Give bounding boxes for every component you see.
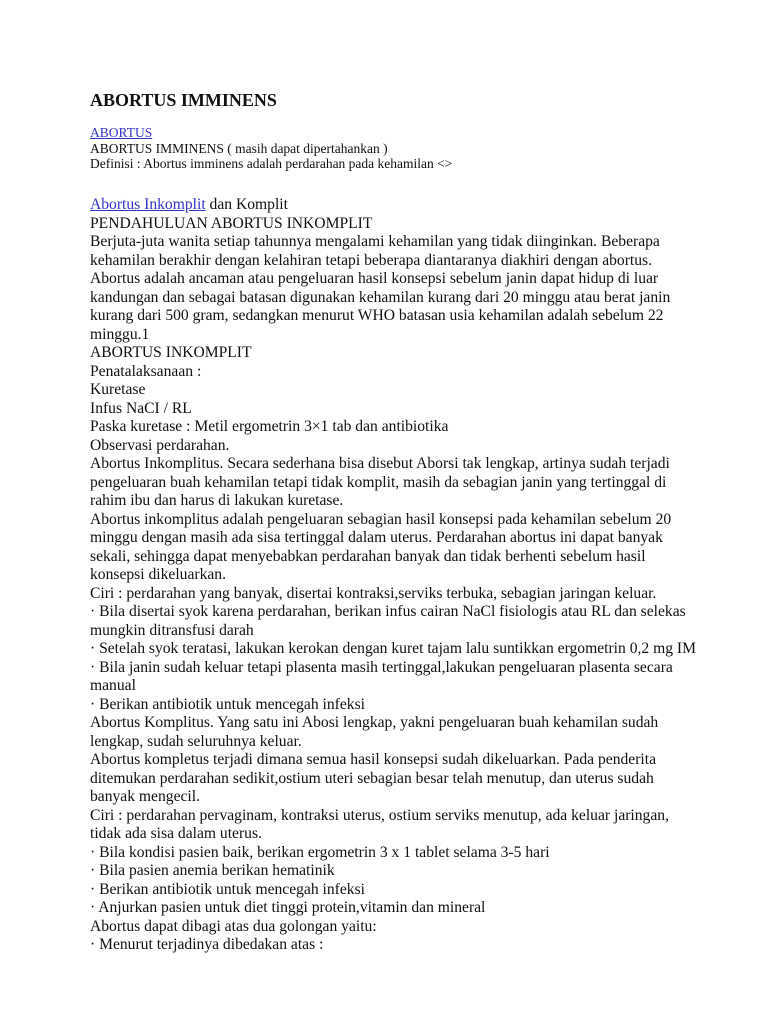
text-line: minggu.1 [90,325,150,343]
intro-line: ABORTUS IMMINENS ( masih dapat dipertahankan ) [90,140,388,156]
section-heading-suffix: dan Komplit [205,196,288,213]
text-line: Infus NaCI / RL [90,399,192,417]
text-line: banyak mengecil. [90,788,200,805]
intro-block [90,125,452,172]
text-line: · Bila disertai syok karena perdarahan, berikan infus cairan NaCl fisiologis atau RL dan selekas [90,603,686,620]
text-line: Ciri : perdarahan yang banyak, disertai kontraksi,serviks terbuka, sebagian jaringan keluar. [90,584,657,602]
text-line: · Bila janin sudah keluar tetapi plasenta masih tertinggal,lakukan pengeluaran plasenta secara [90,658,673,676]
text-line: · Bila pasien anemia berikan hematinik [90,862,335,879]
text-line: Abortus kompletus terjadi dimana semua hasil konsepsi sudah dikeluarkan. Pada penderita [90,751,657,768]
text-line: minggu dengan masih ada sisa tertinggal dalam uterus. Perdarahan abortus ini dapat banyak [90,529,663,546]
text-line: Abortus Inkomplitus. Secara sederhana bisa disebut Aborsi tak lengkap, artinya sudah terjadi [90,455,670,472]
text-line: PENDAHULUAN ABORTUS INKOMPLIT [90,214,373,232]
text-line: · Menurut terjadinya dibedakan atas : [90,936,324,953]
text-line: kehamilan berakhir dengan kelahiran tetapi beberapa diantaranya diakhiri dengan abortus. [90,251,652,269]
text-line: kandungan dan sebagai batasan digunakan kehamilan kurang dari 20 minggu atau berat janin [90,288,671,306]
text-line: Ciri : perdarahan pervaginam, kontraksi uterus, ostium serviks menutup, ada keluar jaringan, [90,806,669,824]
text-line: pengeluaran buah kehamilan tetapi tidak komplit, masih da sebagian janin yang tertinggal di [90,473,667,491]
text-line: Kuretase [90,381,146,398]
text-line: Abortus inkomplitus adalah pengeluaran sebagian hasil konsepsi pada kehamilan sebelum 20 [90,510,672,528]
text-line: manual [90,677,136,694]
text-line: ditemukan perdarahan sedikit,ostium uteri sebagian besar telah menutup, dan uterus sudah [90,769,654,787]
text-line: Observasi perdarahan. [90,436,230,454]
text-line: Abortus adalah ancaman atau pengeluaran hasil konsepsi sebelum janin dapat hidup di luar [90,270,659,287]
text-line: Abortus Komplitus. Yang satu ini Abosi lengkap, yakni pengeluaran buah kehamilan sudah [90,714,659,731]
text-line: Penatalaksanaan : [90,362,202,380]
document-body [90,196,696,955]
document-title: ABORTUS IMMINENS [90,90,277,110]
text-line: rahim ibu dan harus di lakukan kuretase. [90,492,344,509]
text-line: tidak ada sisa dalam uterus. [90,825,262,842]
text-line: Berjuta-juta wanita setiap tahunnya mengalami kehamilan yang tidak diinginkan. Beberapa [90,233,660,250]
text-line: Paska kuretase : Metil ergometrin 3×1 tab dan antibiotika [90,418,449,435]
text-line: sekali, sehingga dapat menyebabkan perdarahan banyak dan tidak berhenti sebelum hasil [90,547,646,565]
text-line: ABORTUS INKOMPLIT [90,344,252,361]
text-line: Abortus dapat dibagi atas dua golongan yaitu: [90,917,377,935]
section-heading-line [90,196,696,215]
text-line: · Bila kondisi pasien baik, berikan ergometrin 3 x 1 tablet selama 3-5 hari [90,843,550,861]
text-line: konsepsi dikeluarkan. [90,566,226,583]
abortus-inkomplit-link[interactable]: Abortus Inkomplit [90,196,206,213]
abortus-link[interactable]: ABORTUS [90,125,153,140]
text-line: · Anjurkan pasien untuk diet tinggi protein,vitamin dan mineral [90,899,486,916]
text-line: lengkap, sudah seluruhnya keluar. [90,732,302,750]
text-line: · Setelah syok teratasi, lakukan kerokan dengan kuret tajam lalu suntikkan ergometrin 0,2 mg IM [90,640,696,657]
definition-line: Definisi : Abortus imminens adalah perdarahan pada kehamilan <> [90,156,453,171]
text-line: mungkin ditransfusi darah [90,621,254,639]
text-line: kurang dari 500 gram, sedangkan menurut WHO batasan usia kehamilan adalah sebelum 22 [90,307,664,324]
text-line: · Berikan antibiotik untuk mencegah infeksi [90,880,365,898]
text-line: · Berikan antibiotik untuk mencegah infeksi [90,695,365,713]
